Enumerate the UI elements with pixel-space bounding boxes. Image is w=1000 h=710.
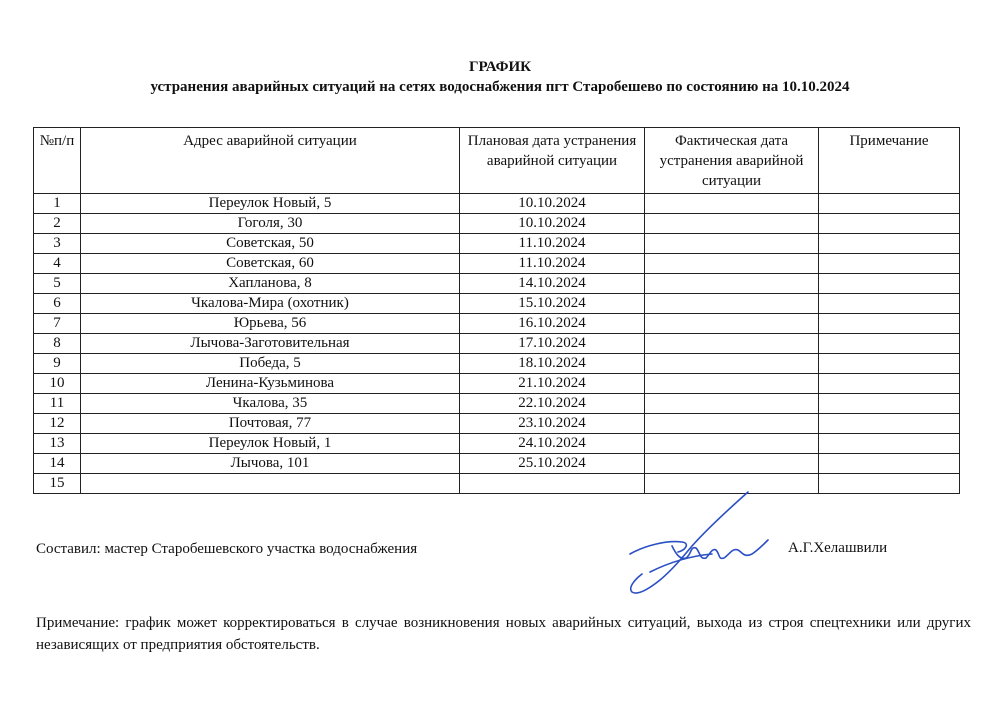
cell-actual-date bbox=[645, 274, 819, 294]
table-row bbox=[34, 214, 960, 234]
cell-actual-date bbox=[645, 394, 819, 414]
cell-address: Советская, 60 bbox=[81, 254, 460, 274]
cell-planned-date: 24.10.2024 bbox=[460, 434, 645, 454]
cell-planned-date: 15.10.2024 bbox=[460, 294, 645, 314]
cell-address: Ленина-Кузьминова bbox=[81, 374, 460, 394]
table-row bbox=[34, 314, 960, 334]
cell-number: 10 bbox=[34, 374, 81, 394]
table-row bbox=[34, 354, 960, 374]
cell-address: Чкалова, 35 bbox=[81, 394, 460, 414]
cell-number: 2 bbox=[34, 214, 81, 234]
header-actual-date: Фактическая дата устранения аварийной ситуации bbox=[645, 128, 819, 194]
cell-actual-date bbox=[645, 354, 819, 374]
handwritten-signature bbox=[620, 488, 770, 600]
table-row bbox=[34, 414, 960, 434]
cell-planned-date: 25.10.2024 bbox=[460, 454, 645, 474]
header-note: Примечание bbox=[819, 128, 960, 194]
cell-note bbox=[819, 414, 960, 434]
emergency-schedule-table bbox=[33, 127, 960, 494]
cell-planned-date: 22.10.2024 bbox=[460, 394, 645, 414]
cell-address: Юрьева, 56 bbox=[81, 314, 460, 334]
cell-address: Переулок Новый, 1 bbox=[81, 434, 460, 454]
cell-address: Гоголя, 30 bbox=[81, 214, 460, 234]
cell-note bbox=[819, 214, 960, 234]
table-row bbox=[34, 454, 960, 474]
cell-actual-date bbox=[645, 334, 819, 354]
cell-planned-date: 17.10.2024 bbox=[460, 334, 645, 354]
cell-note bbox=[819, 354, 960, 374]
cell-address: Советская, 50 bbox=[81, 234, 460, 254]
cell-address: Переулок Новый, 5 bbox=[81, 194, 460, 214]
cell-number: 13 bbox=[34, 434, 81, 454]
table-row bbox=[34, 374, 960, 394]
cell-note bbox=[819, 294, 960, 314]
cell-actual-date bbox=[645, 414, 819, 434]
table-row bbox=[34, 434, 960, 454]
table-row bbox=[34, 474, 960, 494]
cell-planned-date: 10.10.2024 bbox=[460, 194, 645, 214]
composer-name: А.Г.Хелашвили bbox=[788, 540, 888, 556]
table-row bbox=[34, 274, 960, 294]
cell-planned-date: 23.10.2024 bbox=[460, 414, 645, 434]
table-row bbox=[34, 194, 960, 214]
cell-actual-date bbox=[645, 234, 819, 254]
cell-planned-date: 18.10.2024 bbox=[460, 354, 645, 374]
cell-actual-date bbox=[645, 214, 819, 234]
cell-number: 6 bbox=[34, 294, 81, 314]
cell-note bbox=[819, 434, 960, 454]
cell-number: 15 bbox=[34, 474, 81, 494]
cell-actual-date bbox=[645, 434, 819, 454]
table-header-row bbox=[34, 128, 960, 194]
cell-note bbox=[819, 234, 960, 254]
cell-number: 7 bbox=[34, 314, 81, 334]
cell-actual-date bbox=[645, 454, 819, 474]
cell-number: 8 bbox=[34, 334, 81, 354]
table-row bbox=[34, 234, 960, 254]
cell-address: Лычова, 101 bbox=[81, 454, 460, 474]
cell-planned-date bbox=[460, 474, 645, 494]
cell-planned-date: 21.10.2024 bbox=[460, 374, 645, 394]
cell-planned-date: 10.10.2024 bbox=[460, 214, 645, 234]
cell-note bbox=[819, 474, 960, 494]
cell-planned-date: 14.10.2024 bbox=[460, 274, 645, 294]
table-body bbox=[34, 194, 960, 494]
cell-planned-date: 11.10.2024 bbox=[460, 234, 645, 254]
header-address: Адрес аварийной ситуации bbox=[81, 128, 460, 194]
cell-address: Чкалова-Мира (охотник) bbox=[81, 294, 460, 314]
cell-number: 11 bbox=[34, 394, 81, 414]
table-row bbox=[34, 294, 960, 314]
cell-address bbox=[81, 474, 460, 494]
cell-note bbox=[819, 374, 960, 394]
cell-note bbox=[819, 314, 960, 334]
document-title: ГРАФИК bbox=[468, 59, 532, 75]
cell-number: 4 bbox=[34, 254, 81, 274]
cell-planned-date: 16.10.2024 bbox=[460, 314, 645, 334]
cell-number: 3 bbox=[34, 234, 81, 254]
cell-number: 14 bbox=[34, 454, 81, 474]
composer-label: Составил: мастер Старобешевского участка водоснабжения bbox=[36, 541, 418, 557]
cell-address: Хапланова, 8 bbox=[81, 274, 460, 294]
table-row bbox=[34, 334, 960, 354]
table-row bbox=[34, 394, 960, 414]
header-number: №п/п bbox=[34, 128, 81, 194]
cell-address: Почтовая, 77 bbox=[81, 414, 460, 434]
cell-number: 12 bbox=[34, 414, 81, 434]
cell-note bbox=[819, 334, 960, 354]
cell-actual-date bbox=[645, 194, 819, 214]
cell-address: Победа, 5 bbox=[81, 354, 460, 374]
document-subtitle: устранения аварийных ситуаций на сетях водоснабжения пгт Старобешево по состоянию на 10.10.2024 bbox=[150, 79, 850, 95]
cell-address: Лычова-Заготовительная bbox=[81, 334, 460, 354]
cell-number: 5 bbox=[34, 274, 81, 294]
cell-note bbox=[819, 454, 960, 474]
table-row bbox=[34, 254, 960, 274]
cell-actual-date bbox=[645, 294, 819, 314]
cell-actual-date bbox=[645, 374, 819, 394]
cell-note bbox=[819, 274, 960, 294]
cell-actual-date bbox=[645, 314, 819, 334]
cell-planned-date: 11.10.2024 bbox=[460, 254, 645, 274]
header-planned-date: Плановая дата устранения аварийной ситуации bbox=[460, 128, 645, 194]
cell-note bbox=[819, 254, 960, 274]
footnote: Примечание: график может корректироваться в случае возникновения новых аварийных ситуаций, выхода из строя спецтехники или других независящих от предприятия обстоятельств. bbox=[36, 615, 971, 653]
cell-note bbox=[819, 394, 960, 414]
cell-number: 1 bbox=[34, 194, 81, 214]
cell-actual-date bbox=[645, 254, 819, 274]
cell-note bbox=[819, 194, 960, 214]
cell-number: 9 bbox=[34, 354, 81, 374]
